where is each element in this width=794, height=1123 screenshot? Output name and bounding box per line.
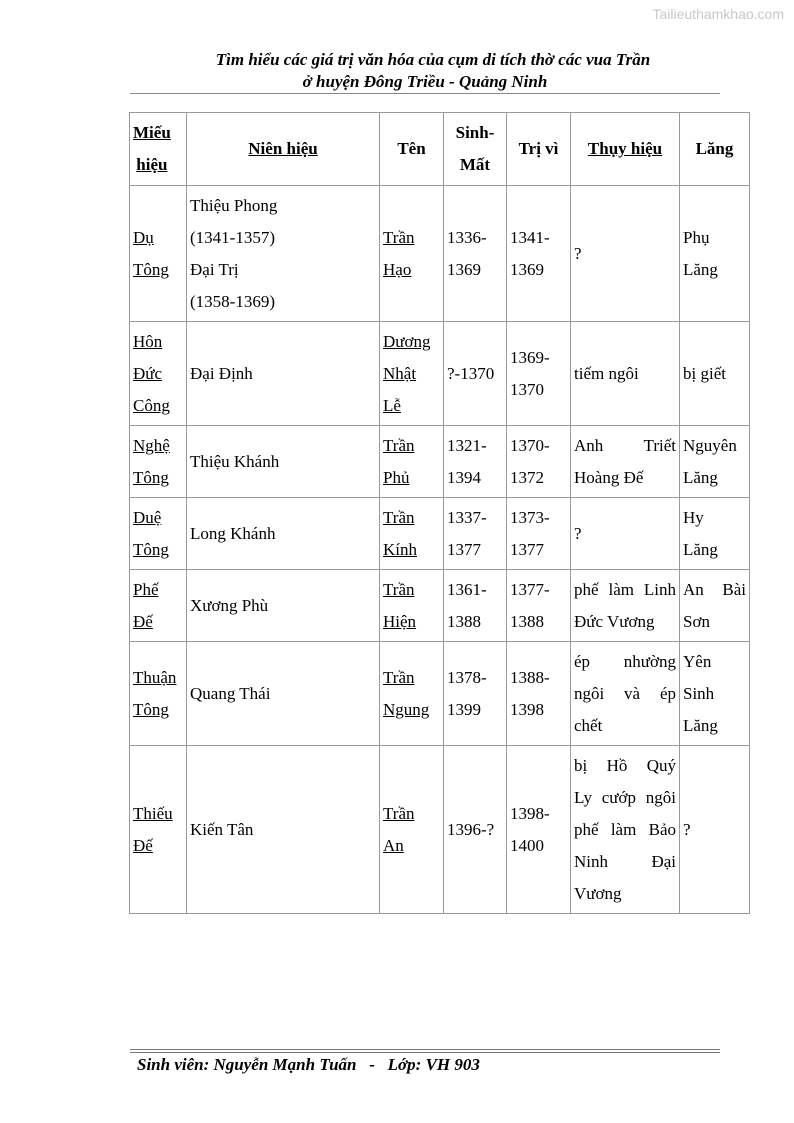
cell-lang-line: Yên [683,651,712,671]
cell-sinh-mat-line: 1377 [447,539,481,559]
cell-thuy-hieu-line: Vương [574,883,622,903]
cell-sinh-mat-line: ?-1370 [447,363,495,383]
cell-thuy-hieu-line: chết [574,715,603,735]
footer-separator: - [369,1055,375,1074]
cell-tri-vi-line: 1369- [510,347,550,367]
cell-tri-vi-line: 1388- [510,667,550,687]
cell-tri-vi-line: 1398 [510,699,544,719]
cell-nien-hieu [187,322,380,426]
cell-nien-hieu-line: Đại Trị [190,259,239,279]
header-title-line2: ở huyện Đông Triều - Quảng Ninh [302,72,548,91]
cell-thuy-hieu-line: bị Hồ Quý [574,755,676,775]
table-row [130,642,750,746]
cell-lang-line: Phụ [683,227,710,247]
cell-thuy-hieu [571,746,680,914]
cell-lang-line: Lăng [683,539,718,559]
cell-mieu-hieu-link[interactable]: Tông [133,259,169,279]
cell-mieu-hieu-link[interactable]: Duệ [133,507,162,527]
cell-nien-hieu-line: Kiến Tân [190,819,254,839]
cell-lang-line: Sơn [683,611,710,631]
cell-lang-line: Sinh [683,683,715,703]
cell-tri-vi-line: 1370 [510,379,544,399]
footer-student: Sinh viên: Nguyễn Mạnh Tuấn [137,1055,357,1074]
cell-thuy-hieu [571,498,680,570]
cell-mieu-hieu [130,498,187,570]
cell-nien-hieu-line: Long Khánh [190,523,276,543]
cell-lang [680,498,750,570]
table-row [130,746,750,914]
cell-ten-link[interactable]: Ngung [383,699,430,719]
cell-mieu-hieu [130,570,187,642]
cell-ten-link[interactable]: Phủ [383,467,410,487]
cell-nien-hieu [187,642,380,746]
cell-tri-vi-line: 1377 [510,539,544,559]
header-mieu-hieu: Miếu hiệu [130,113,187,186]
cell-nien-hieu-line: (1358-1369) [190,291,275,311]
cell-tri-vi [507,186,571,322]
cell-thuy-hieu-line: phế làm Bảo [574,819,676,839]
cell-mieu-hieu-link[interactable]: Hôn [133,331,163,351]
cell-sinh-mat-line: 1336- [447,227,487,247]
header-rule [130,93,720,94]
cell-ten [380,498,444,570]
cell-ten-link[interactable]: Trần [383,579,415,599]
table-header-row [130,113,750,186]
cell-sinh-mat-line: 1394 [447,467,481,487]
cell-thuy-hieu-line: Hoàng Đế [574,467,644,487]
cell-sinh-mat-line: 1399 [447,699,481,719]
cell-mieu-hieu [130,746,187,914]
cell-nien-hieu [187,426,380,498]
cell-lang-line: Lăng [683,259,718,279]
table-row [130,570,750,642]
cell-tri-vi-line: 1377- [510,579,550,599]
table-row [130,186,750,322]
cell-nien-hieu-line: Đại Định [190,363,253,383]
cell-sinh-mat-line: 1388 [447,611,481,631]
cell-thuy-hieu-line: ? [574,523,582,543]
cell-sinh-mat-line: 1321- [447,435,487,455]
table-row [130,322,750,426]
cell-ten-link[interactable]: Lễ [383,395,401,415]
header-thuy-hieu: Thụy hiệu [571,113,680,186]
cell-tri-vi-line: 1398- [510,803,550,823]
cell-sinh-mat [444,322,507,426]
header-lang: Lăng [680,113,750,186]
cell-lang-line: ? [683,819,691,839]
cell-sinh-mat [444,642,507,746]
cell-thuy-hieu-line: ép nhường [574,651,676,671]
footer-class: Lớp: VH 903 [387,1055,480,1074]
cell-mieu-hieu-link[interactable]: Dụ [133,227,154,247]
cell-tri-vi [507,498,571,570]
cell-sinh-mat-line: 1369 [447,259,481,279]
cell-sinh-mat [444,498,507,570]
cell-mieu-hieu [130,322,187,426]
cell-lang [680,570,750,642]
cell-thuy-hieu [571,322,680,426]
cell-sinh-mat-line: 1337- [447,507,487,527]
footer-rule [130,1049,720,1050]
cell-mieu-hieu [130,186,187,322]
cell-mieu-hieu-link[interactable]: Đế [133,835,153,855]
cell-ten-link[interactable]: Hiện [383,611,417,631]
cell-mieu-hieu-link[interactable]: Thiếu [133,803,173,823]
cell-mieu-hieu-link[interactable]: Tông [133,467,169,487]
cell-tri-vi-line: 1369 [510,259,544,279]
cell-mieu-hieu [130,642,187,746]
cell-nien-hieu-line: (1341-1357) [190,227,275,247]
table-row [130,426,750,498]
cell-ten [380,426,444,498]
cell-nien-hieu-line: Quang Thái [190,683,271,703]
header-sinh-mat: Sinh- Mất [444,113,507,186]
cell-ten-link[interactable]: Trần [383,435,415,455]
cell-tri-vi-line: 1370- [510,435,550,455]
cell-thuy-hieu [571,642,680,746]
header-title-line1: Tìm hiểu các giá trị văn hóa của cụm di tích thờ các vua Trần [215,50,651,69]
cell-sinh-mat [444,186,507,322]
cell-sinh-mat [444,570,507,642]
table-body [130,186,750,914]
cell-ten-link[interactable]: Trần [383,803,415,823]
cell-mieu-hieu-link[interactable]: Nghệ [133,435,170,455]
cell-ten [380,570,444,642]
cell-thuy-hieu [571,570,680,642]
cell-tri-vi-line: 1400 [510,835,544,855]
cell-tri-vi [507,322,571,426]
cell-sinh-mat-line: 1378- [447,667,487,687]
cell-ten [380,322,444,426]
cell-mieu-hieu-link[interactable]: Tông [133,699,169,719]
cell-lang [680,642,750,746]
cell-ten-link[interactable]: Kính [383,539,417,559]
cell-ten-link[interactable]: Dương [383,331,431,351]
cell-mieu-hieu-link[interactable]: Công [133,395,170,415]
cell-tri-vi-line: 1341- [510,227,550,247]
cell-mieu-hieu-link[interactable]: Tông [133,539,169,559]
cell-ten [380,746,444,914]
cell-tri-vi [507,746,571,914]
cell-ten-link[interactable]: Trần [383,227,415,247]
cell-ten-link[interactable]: Hạo [383,259,412,279]
cell-ten-link[interactable]: Trần [383,507,415,527]
cell-thuy-hieu-line: Ninh Đại [574,851,676,871]
cell-thuy-hieu [571,186,680,322]
header-tri-vi: Trị vì [507,113,571,186]
cell-mieu-hieu [130,426,187,498]
cell-thuy-hieu-line: ngôi và ép [574,683,676,703]
header-ten: Tên [380,113,444,186]
cell-mieu-hieu-link[interactable]: Đức [133,363,163,383]
cell-sinh-mat-line: 1361- [447,579,487,599]
cell-lang-line: Lăng [683,467,718,487]
cell-nien-hieu [187,570,380,642]
cell-mieu-hieu-link[interactable]: Đế [133,611,153,631]
cell-lang-line: An Bài [683,579,746,599]
cell-lang [680,746,750,914]
cell-tri-vi-line: 1388 [510,611,544,631]
cell-nien-hieu [187,186,380,322]
cell-mieu-hieu-link[interactable]: Phế [133,579,159,599]
cell-ten [380,642,444,746]
table-row [130,498,750,570]
kings-table [129,112,750,914]
cell-lang [680,186,750,322]
cell-thuy-hieu-line: tiếm ngôi [574,363,639,383]
cell-lang-line: Hy [683,507,704,527]
cell-lang [680,426,750,498]
cell-thuy-hieu-line: Đức Vương [574,611,655,631]
cell-thuy-hieu [571,426,680,498]
cell-lang-line: Lăng [683,715,718,735]
cell-thuy-hieu-line: Ly cướp ngôi [574,787,676,807]
cell-nien-hieu-line: Thiệu Khánh [190,451,280,471]
header-nien-hieu: Niên hiệu [187,113,380,186]
cell-tri-vi [507,642,571,746]
cell-lang-line: bị giết [683,363,726,383]
cell-thuy-hieu-line: phế làm Linh [574,579,676,599]
cell-ten-link[interactable]: Nhật [383,363,417,383]
cell-ten-link[interactable]: An [383,835,404,855]
page-header [130,49,720,93]
cell-tri-vi-line: 1373- [510,507,550,527]
cell-nien-hieu [187,746,380,914]
cell-nien-hieu-line: Thiệu Phong [190,195,278,215]
cell-nien-hieu [187,498,380,570]
cell-sinh-mat [444,426,507,498]
cell-ten-link[interactable]: Trần [383,667,415,687]
cell-lang [680,322,750,426]
cell-lang-line: Nguyên [683,435,737,455]
cell-sinh-mat [444,746,507,914]
cell-thuy-hieu-line: ? [574,243,582,263]
cell-nien-hieu-line: Xương Phù [190,595,269,615]
cell-sinh-mat-line: 1396-? [447,819,495,839]
watermark: Tailieuthamkhao.com [652,6,784,22]
page-footer [137,1053,480,1077]
cell-ten [380,186,444,322]
cell-mieu-hieu-link[interactable]: Thuận [133,667,177,687]
cell-thuy-hieu-line: Anh Triết [574,435,676,455]
cell-tri-vi-line: 1372 [510,467,544,487]
cell-tri-vi [507,426,571,498]
cell-tri-vi [507,570,571,642]
